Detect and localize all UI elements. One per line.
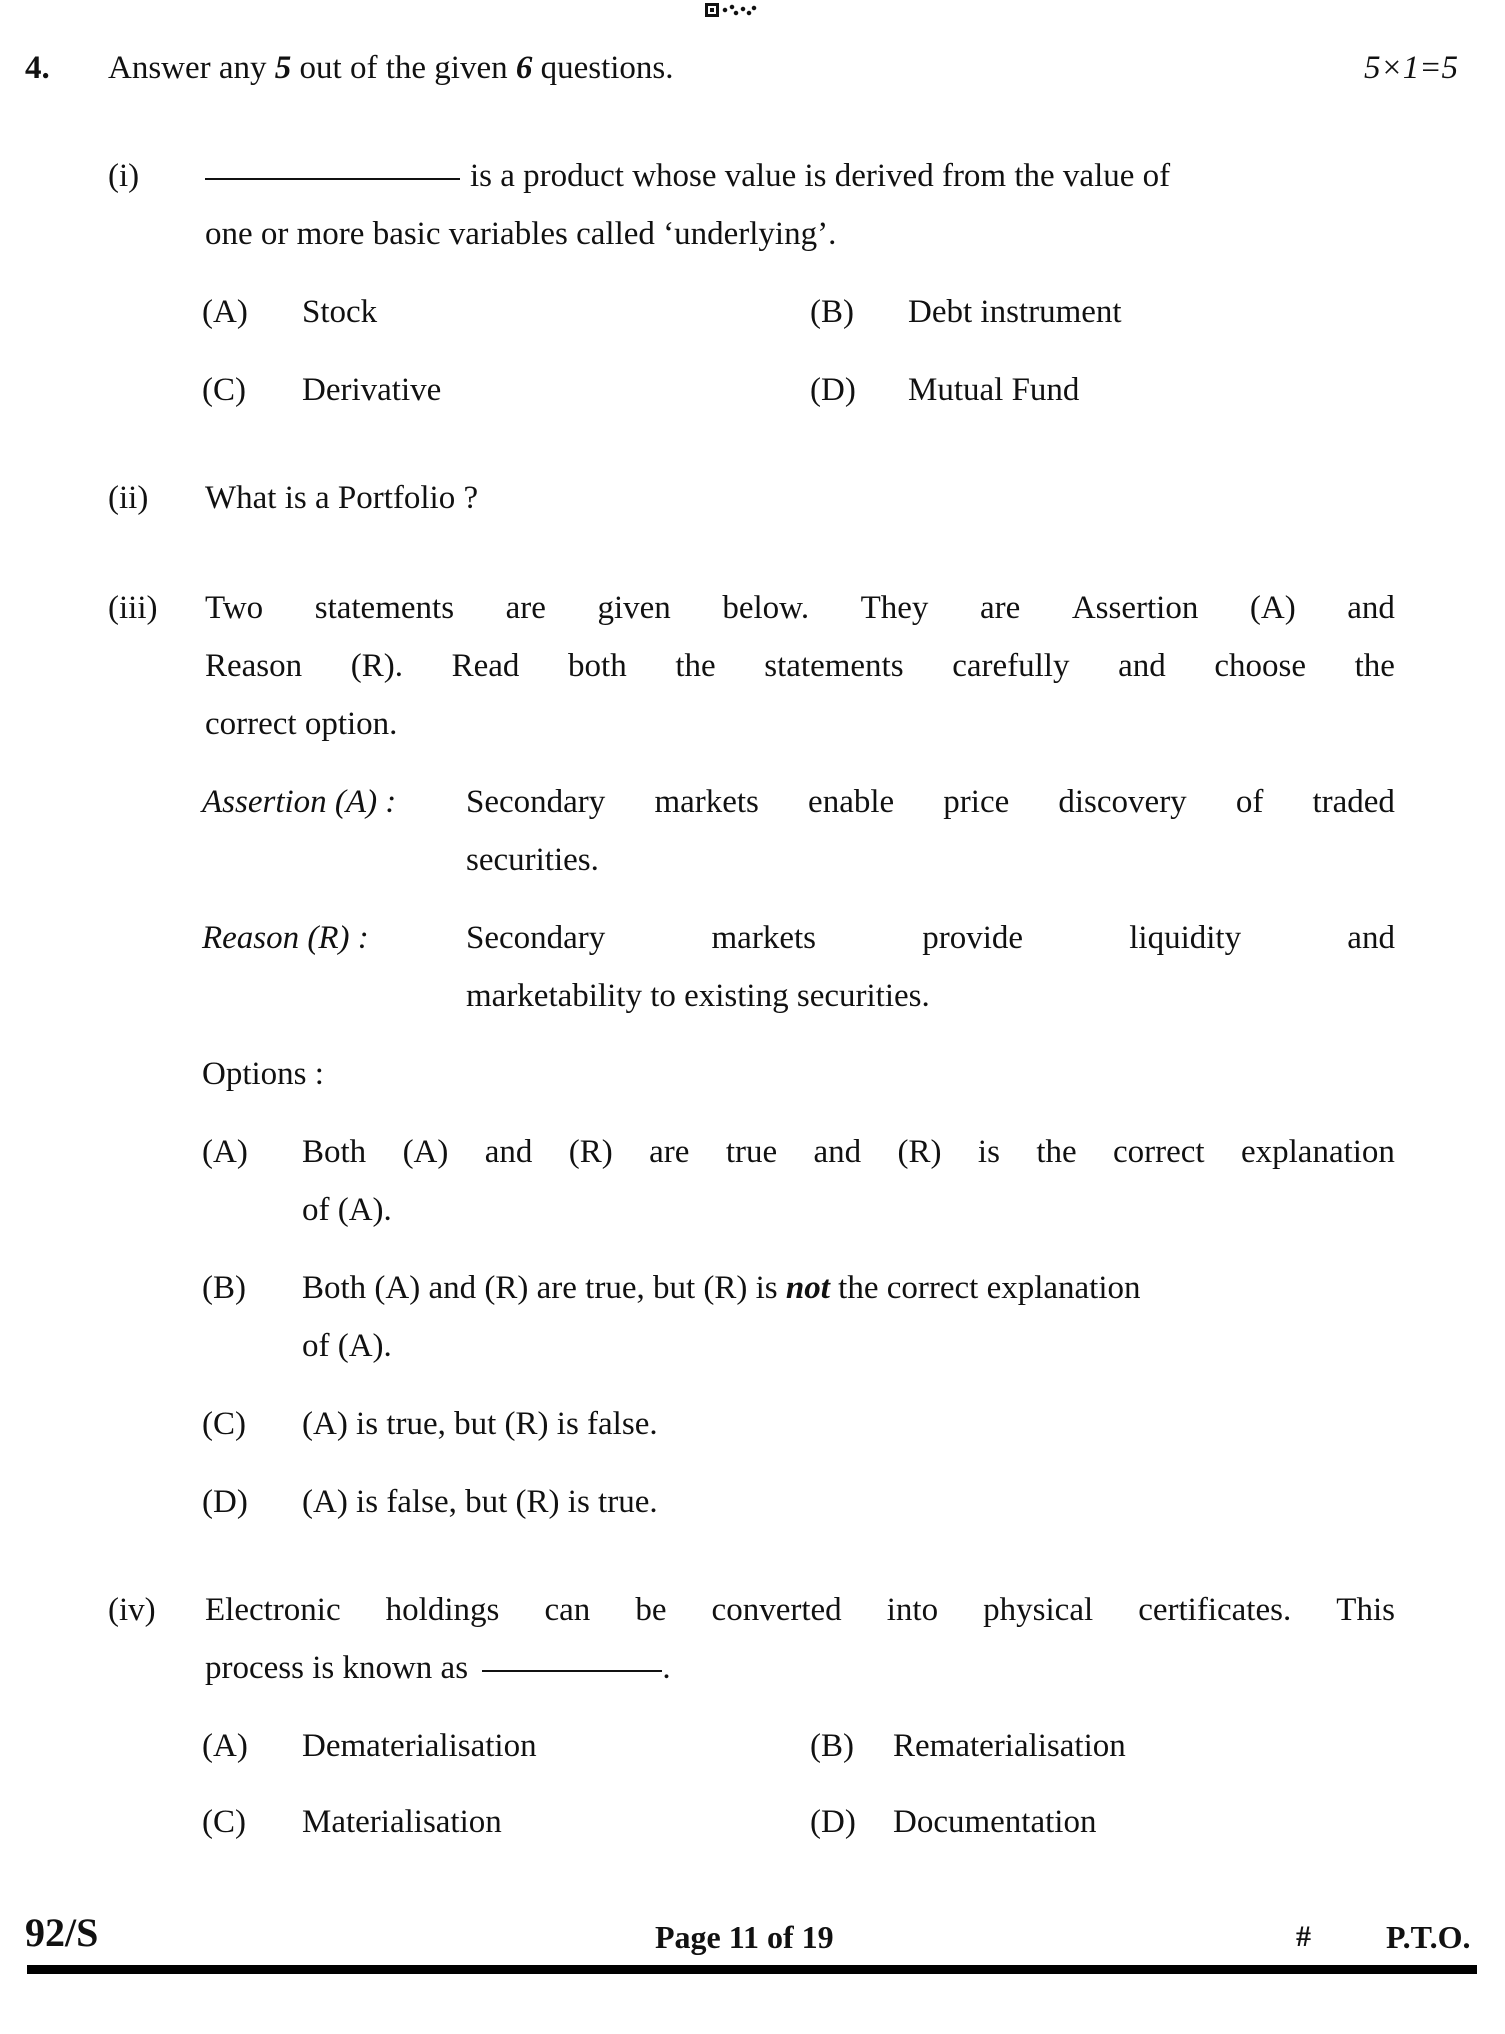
marks-allocation: 5×1=5 xyxy=(1364,50,1459,86)
word: is xyxy=(977,1134,1000,1170)
fill-in-blank xyxy=(205,178,460,180)
qr-pattern-icon xyxy=(722,4,760,16)
option-letter: (D) xyxy=(202,1484,248,1520)
word: can xyxy=(544,1592,591,1628)
hash-mark: # xyxy=(1296,1920,1311,1953)
option-text: Dematerialisation xyxy=(302,1728,537,1764)
word: of xyxy=(1235,784,1264,820)
part-label: (iv) xyxy=(108,1592,156,1628)
word: and xyxy=(1347,590,1395,626)
option-text: Derivative xyxy=(302,372,442,408)
word: are xyxy=(649,1134,690,1170)
word: and xyxy=(1347,920,1395,956)
word: Two xyxy=(205,590,264,626)
instruction-text: out of the given xyxy=(291,50,516,86)
option-text: Both (A) and (R) are true, but (R) is xyxy=(302,1270,786,1306)
word: are xyxy=(505,590,546,626)
option-b-line1 xyxy=(302,1268,1141,1308)
option-text: Materialisation xyxy=(302,1804,502,1840)
part-i-line2: one or more basic variables called ‘underlying’. xyxy=(205,216,837,252)
word: (A) xyxy=(1249,590,1296,626)
option-letter: (D) xyxy=(810,372,856,408)
question-number: 4. xyxy=(25,50,50,86)
word: explanation xyxy=(1240,1134,1395,1170)
word: enable xyxy=(808,784,895,820)
option-letter: (D) xyxy=(810,1804,856,1840)
assertion-line2: securities. xyxy=(466,842,599,878)
qr-finder-icon xyxy=(705,3,719,17)
paper-code: 92/S xyxy=(25,1910,99,1955)
option-letter: (A) xyxy=(202,294,248,330)
punctuation: . xyxy=(662,1650,671,1686)
word: Both xyxy=(302,1134,367,1170)
option-text: Stock xyxy=(302,294,378,330)
part-iv-line1 xyxy=(205,1590,1395,1630)
part-iii-line1 xyxy=(205,588,1395,628)
reason-line1 xyxy=(466,918,1395,958)
part-label: (ii) xyxy=(108,480,149,516)
option-text: the correct explanation xyxy=(829,1270,1141,1306)
assertion-line1 xyxy=(466,782,1395,822)
option-text: Rematerialisation xyxy=(893,1728,1126,1764)
word: markets xyxy=(711,920,816,956)
part-ii-text: What is a Portfolio ? xyxy=(205,480,479,516)
word: They xyxy=(860,590,929,626)
word: choose xyxy=(1214,648,1306,684)
word: and xyxy=(1118,648,1166,684)
option-a-line2: of (A). xyxy=(302,1192,392,1228)
word: (R) xyxy=(897,1134,942,1170)
option-letter: (C) xyxy=(202,1804,246,1840)
question-text: is a product whose value is derived from the value of xyxy=(470,158,1171,194)
assertion-label: Assertion (A) : xyxy=(202,784,397,820)
option-text: (A) is true, but (R) is false. xyxy=(302,1406,658,1442)
question-instruction xyxy=(108,48,674,88)
option-letter: (B) xyxy=(810,294,854,330)
word: carefully xyxy=(952,648,1070,684)
word: and xyxy=(813,1134,862,1170)
word: (R) xyxy=(568,1134,613,1170)
option-text: Documentation xyxy=(893,1804,1097,1840)
word: This xyxy=(1336,1592,1395,1628)
word: physical xyxy=(983,1592,1094,1628)
part-i-line1 xyxy=(205,156,1170,196)
word: Secondary xyxy=(466,784,606,820)
option-letter: (B) xyxy=(810,1728,854,1764)
word: both xyxy=(568,648,627,684)
word: Assertion xyxy=(1071,590,1199,626)
part-label: (iii) xyxy=(108,590,158,626)
word: Read xyxy=(451,648,520,684)
please-turn-over: P.T.O. xyxy=(1386,1919,1471,1955)
word: markets xyxy=(654,784,759,820)
option-a-line1 xyxy=(302,1132,1395,1172)
part-label: (i) xyxy=(108,158,140,194)
word: statements xyxy=(764,648,904,684)
option-text: (A) is false, but (R) is true. xyxy=(302,1484,658,1520)
instruction-text: Answer any xyxy=(108,50,275,86)
qr-code-icon xyxy=(705,2,767,18)
word: (A) xyxy=(402,1134,449,1170)
word: (R). xyxy=(350,648,404,684)
question-text: process is known as xyxy=(205,1650,469,1686)
page-number: Page 11 of 19 xyxy=(655,1919,834,1955)
word: converted xyxy=(711,1592,842,1628)
part-iv-line2 xyxy=(205,1648,671,1688)
word: correct xyxy=(1113,1134,1205,1170)
word: are xyxy=(979,590,1021,626)
option-letter: (C) xyxy=(202,1406,246,1442)
reason-label: Reason (R) : xyxy=(202,920,369,956)
footer-rule xyxy=(27,1965,1477,1974)
option-b-line2: of (A). xyxy=(302,1328,392,1364)
word: below. xyxy=(722,590,810,626)
word: the xyxy=(1036,1134,1077,1170)
word: holdings xyxy=(385,1592,500,1628)
reason-line2: marketability to existing securities. xyxy=(466,978,930,1014)
part-iii-line3: correct option. xyxy=(205,706,398,742)
word: certificates. xyxy=(1138,1592,1292,1628)
instruction-count: 5 xyxy=(274,50,292,86)
option-letter: (A) xyxy=(202,1728,248,1764)
part-iii-line2 xyxy=(205,646,1395,686)
word: Secondary xyxy=(466,920,606,956)
word: the xyxy=(1354,648,1395,684)
fill-in-blank xyxy=(482,1670,662,1672)
instruction-text: questions. xyxy=(532,50,674,86)
word: true xyxy=(725,1134,778,1170)
word: given xyxy=(597,590,671,626)
instruction-total: 6 xyxy=(515,50,533,86)
option-letter: (B) xyxy=(202,1270,246,1306)
word: the xyxy=(675,648,716,684)
word: liquidity xyxy=(1129,920,1242,956)
word: traded xyxy=(1312,784,1395,820)
option-letter: (C) xyxy=(202,372,246,408)
word: statements xyxy=(314,590,455,626)
word: Electronic xyxy=(205,1592,341,1628)
word: into xyxy=(886,1592,939,1628)
option-text: Mutual Fund xyxy=(908,372,1080,408)
option-letter: (A) xyxy=(202,1134,248,1170)
word: discovery xyxy=(1058,784,1187,820)
word: Reason xyxy=(205,648,303,684)
word: and xyxy=(484,1134,533,1170)
emphasis-not: not xyxy=(785,1270,830,1306)
options-heading: Options : xyxy=(202,1056,324,1092)
word: provide xyxy=(922,920,1024,956)
word: price xyxy=(943,784,1010,820)
word: be xyxy=(635,1592,667,1628)
option-text: Debt instrument xyxy=(908,294,1122,330)
